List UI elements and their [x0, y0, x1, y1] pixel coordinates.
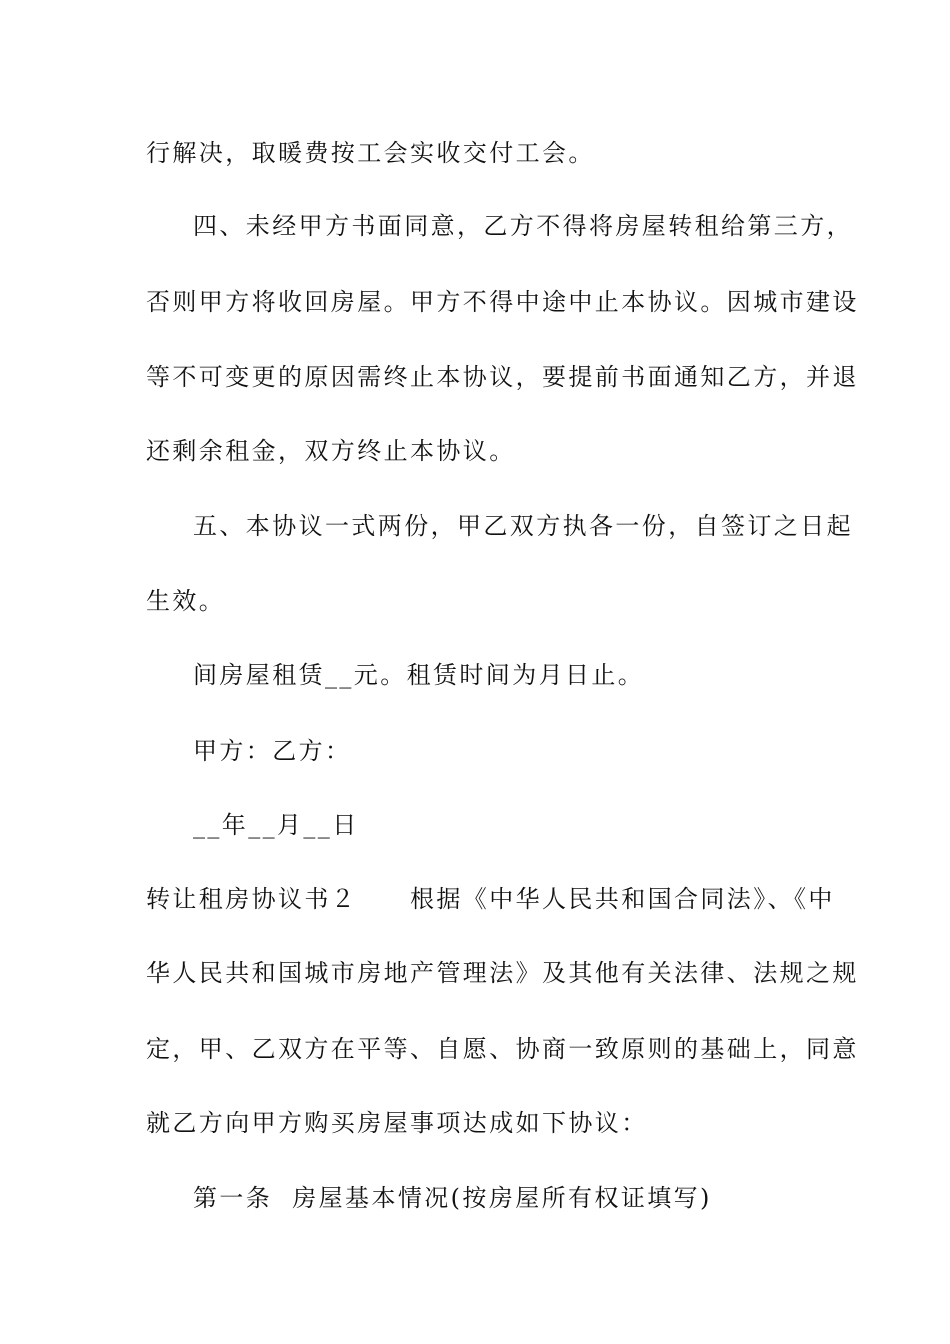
- article-heading-line: 第一条 房屋基本情况(按房屋所有权证填写): [193, 1184, 712, 1212]
- paragraph-line: 否则甲方将收回房屋。甲方不得中途中止本协议。因城市建设: [146, 288, 859, 316]
- paragraph-line: 五、本协议一式两份，甲乙双方执各一份，自签订之日起: [193, 512, 853, 540]
- paragraph-line: 四、未经甲方书面同意，乙方不得将房屋转租给第三方，: [193, 212, 853, 240]
- signature-parties-line: 甲方：乙方：: [193, 737, 352, 765]
- paragraph-line: 华人民共和国城市房地产管理法》及其他有关法律、法规之规: [146, 959, 859, 987]
- date-line: __年__月__日: [193, 811, 359, 839]
- section-title-line: 转让租房协议书２ 根据《中华人民共和国合同法》、《中: [146, 885, 835, 913]
- paragraph-line: 生效。: [146, 587, 226, 615]
- paragraph-line: 等不可变更的原因需终止本协议，要提前书面通知乙方，并退: [146, 363, 859, 391]
- paragraph-line: 定，甲、乙双方在平等、自愿、协商一致原则的基础上，同意: [146, 1035, 859, 1063]
- paragraph-line: 还剩余租金，双方终止本协议。: [146, 437, 516, 465]
- paragraph-line: 就乙方向甲方购买房屋事项达成如下协议：: [146, 1109, 648, 1137]
- paragraph-line: 间房屋租赁__元。租赁时间为月日止。: [193, 661, 645, 689]
- paragraph-line: 行解决，取暖费按工会实收交付工会。: [146, 139, 595, 167]
